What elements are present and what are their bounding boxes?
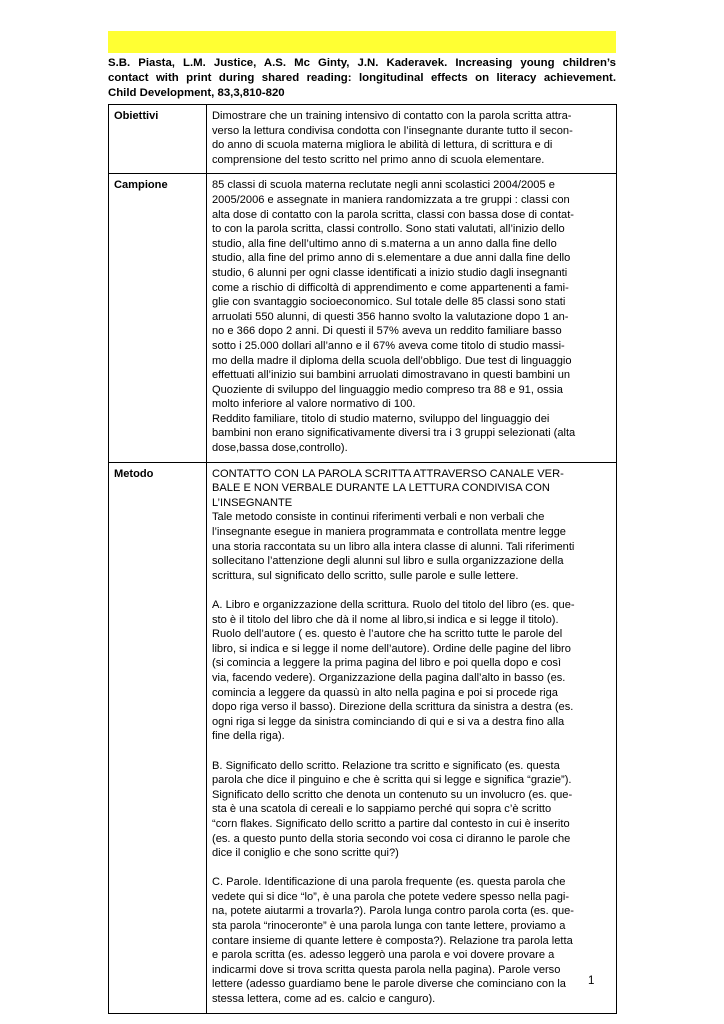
citation-line: Child Development, 83,3,810-820 [108,87,285,99]
text-line: sto è il titolo del libro che dà il nome al libro,si indica e si legge il titolo). [212,613,559,626]
text-line: e parola scritta (es. adesso leggerò una parola e voi dovere provare a [212,949,555,962]
citation [108,56,616,101]
text-line: BALE E NON VERBALE DURANTE LA LETTURA CONDIVISA CON [212,482,550,495]
row-content [207,462,617,1013]
text-line: sollecitano l’attenzione degli alunni sul libro e sulla organizzazione della [212,555,564,568]
text-line: arruolati 550 alunni, di questi 356 hanno svolto la valutazione dopo 1 an- [212,310,569,323]
row-label: Obiettivi [109,105,207,174]
study-summary-table [108,104,617,1014]
text-line: dose,bassa dose,controllo). [212,442,348,455]
text-line: sotto i 25.000 dollari all’anno e il 67% aveva come titolo di studio massi- [212,339,565,352]
text-line: (si comincia a leggere la prima pagina del libro e poi quella dopo e così [212,657,562,670]
text-line: sta parola “rinoceronte” è una parola lunga con tante lettere, proviamo a [212,920,566,933]
text-line: (es. a questo punto della storia secondo voi cosa ci diranno le parole che [212,832,571,845]
text-line: stessa lettera, come ad es. calcio e canguro). [212,993,436,1006]
text-line: no e 366 dopo 2 anni. Di questi il 57% aveva un reddito familiare basso [212,325,562,338]
text-line: contare insieme di quante lettere è composta?). Relazione tra parola letta [212,934,573,947]
text-line: mo della madre il diploma della scuola dell’obbligo. Due test di linguaggio [212,354,572,367]
table-row-campione [109,174,617,462]
text-line: libro, si indica e si legge il nome dell’autore). Ordine delle pagine del libro [212,642,571,655]
text-line: Dimostrare che un training intensivo di contatto con la parola scritta attra- [212,110,572,122]
text-line: Ruolo dell’autore ( es. questo è l’autore che ha scritto tutte le parole del [212,628,563,641]
text-line: studio, 6 alunni per ogni classe identificati a inizio studio dagli insegnanti [212,266,568,279]
text-line: via, facendo vedere). Organizzazione della pagina dall’alto in basso (es. [212,671,566,684]
text-line: Quoziente di sviluppo del linguaggio medio compreso tra 88 e 91, ossia [212,383,563,396]
text-line: CONTATTO CON LA PAROLA SCRITTA ATTRAVERSO CANALE VER- [212,467,564,480]
text-line: ogni riga si legge da sinistra cominciando di qui e si va a destra fino alla [212,715,565,728]
text-line: studio, alla fine dell’ultimo anno di s.materna a un anno dalla fine dello [212,237,557,250]
text-line: l’insegnante esegue in maniera programmata e controllata mentre legge [212,526,566,539]
paragraph-gap [212,861,612,876]
citation-line: contact with print during shared reading: longitudinal effects on literacy achievement. [108,72,616,84]
text-line: come a rischio di difficoltà di apprendimento e come appartenenti a fami- [212,281,569,294]
yellow-highlight-bar [108,31,616,53]
text-line: dopo riga verso il basso). Direzione della scrittura da sinistra a destra (es. [212,701,574,714]
text-line: B. Significato dello scritto. Relazione tra scritto e significato (es. questa [212,759,560,772]
text-line: vedete qui si dice “lo”, è una parola che potete vedere spesso nella pagi- [212,890,570,903]
text-line: glie con svantaggio socioeconomico. Sul totale delle 85 classi sono stati [212,296,566,309]
table-row-metodo [109,462,617,1013]
text-line: 2005/2006 e assegnate in maniera randomizzata a tre gruppi : classi con [212,193,570,206]
text-line: alta dose di contatto con la parola scritta, classi con bassa dose di contat- [212,208,574,221]
text-line: molto inferiore al valore normativo di 100. [212,398,416,411]
text-line: comincia a leggere da quassù in alto nella pagina e poi si procede riga [212,686,558,699]
text-line: A. Libro e organizzazione della scrittura. Ruolo del titolo del libro (es. que- [212,599,575,611]
text-line: Reddito familiare, titolo di studio materno, sviluppo del linguaggio dei [212,412,550,425]
row-label: Metodo [109,462,207,1013]
text-line: “corn flakes. Significato dello scritto a partire dal contesto in cui è inserito [212,817,570,830]
text-line: fine della riga). [212,730,285,743]
paragraph-gap [212,744,612,759]
text-line: do anno di scuola materna migliora le abilità di lettura, di scrittura e di [212,139,553,152]
paragraph-gap [212,583,612,598]
row-content [207,105,617,174]
text-line: na, potete aiutarmi a trovarla?). Parola lunga contro parola corta (es. que- [212,905,574,918]
text-line: comprensione del testo scritto nel primo anno di scuola elementare. [212,153,545,166]
text-line: C. Parole. Identificazione di una parola frequente (es. questa parola che [212,876,566,889]
text-line: verso la lettura condivisa condotta con l’insegnante durante tutto il secon- [212,124,573,137]
table-row-obiettivi [109,105,617,174]
row-label: Campione [109,174,207,462]
text-line: Significato dello scritto che denota un contenuto su un involucro (es. que- [212,788,573,801]
text-line: to con la parola scritta, classi controllo. Sono stati valutati, all’inizio dello [212,223,565,236]
text-line: una storia raccontata su un libro alla intera classe di alunni. Tali riferimenti [212,540,575,553]
citation-line: S.B. Piasta, L.M. Justice, A.S. Mc Ginty, J.N. Kaderavek. Increasing young children’s [108,57,616,69]
text-line: Tale metodo consiste in continui riferimenti verbali e non verbali che [212,511,545,524]
text-line: sta è una scatola di cereali e lo sappiamo perché qui sopra c’è scritto [212,803,552,816]
text-line: effettuati all’inizio sui bambini arruolati dimostravano in questi bambini un [212,369,571,382]
text-line: bambini non erano significativamente diversi tra i 3 gruppi selezionati (alta [212,427,576,440]
row-content [207,174,617,462]
text-line: scrittura, sul significato dello scritto, sulle parole e sulle lettere. [212,569,519,582]
text-line: parola che dice il pinguino e che è scritta qui si legge e significa “grazie”). [212,774,572,787]
text-line: dice il coniglio e che sono scritte qui?) [212,847,399,860]
text-line: 85 classi di scuola materna reclutate negli anni scolastici 2004/2005 e [212,179,555,192]
text-line: indicarmi dove si trova scritta questa parola nella pagina). Parole verso [212,963,561,976]
text-line: studio, alla fine del primo anno di s.elementare a due anni dalla fine dello [212,252,571,265]
text-line: L’INSEGNANTE [212,496,293,509]
text-line: lettere (adesso guardiamo bene le parole diverse che cominciano con la [212,978,566,991]
page-number: 1 [588,975,595,987]
